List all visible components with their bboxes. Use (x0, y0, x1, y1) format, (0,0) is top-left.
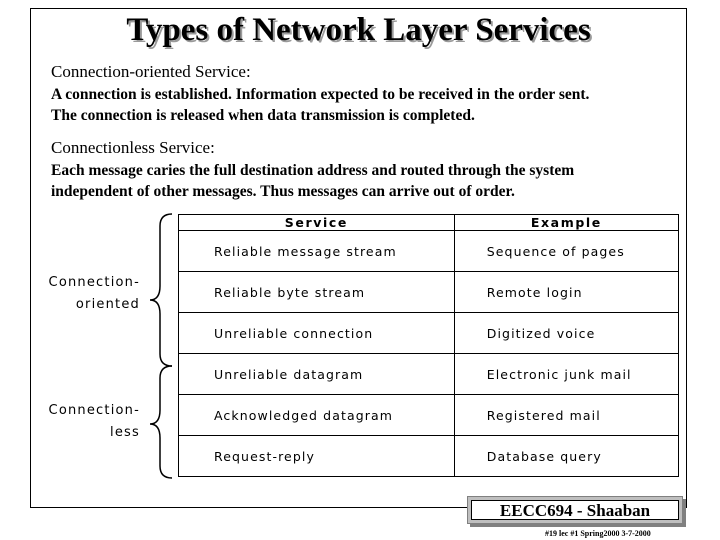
group-label-line: less (110, 425, 140, 440)
footer-note: #19 lec #1 Spring2000 3-7-2000 (545, 529, 651, 538)
section-heading-connectionless: Connectionless Service: (51, 138, 215, 157)
group-label-line: oriented (75, 297, 140, 312)
table-row (179, 354, 679, 395)
example-cell: Sequence of pages (454, 231, 678, 272)
table-row (179, 395, 679, 436)
service-cell: Request-reply (179, 436, 455, 477)
table-row (179, 272, 679, 313)
table-header-row (179, 215, 679, 231)
body-line: Each message caries the full destination address and routed through the system (51, 162, 575, 179)
service-cell: Reliable message stream (179, 231, 455, 272)
table-row (179, 313, 679, 354)
column-header-service: Service (179, 215, 455, 231)
group-label-line: Connection- (48, 403, 140, 418)
table-row (179, 231, 679, 272)
service-cell: Reliable byte stream (179, 272, 455, 313)
service-types-table (178, 214, 679, 477)
slide-title: Types of Network Layer Services (126, 12, 591, 48)
group-label-line: Connection- (48, 275, 140, 290)
body-line: independent of other messages. Thus messages can arrive out of order. (51, 183, 515, 200)
table-row (179, 436, 679, 477)
service-cell: Acknowledged datagram (179, 395, 455, 436)
example-cell: Electronic junk mail (454, 354, 678, 395)
service-cell: Unreliable connection (179, 313, 455, 354)
section-heading-connection-oriented: Connection-oriented Service: (51, 62, 251, 81)
example-cell: Registered mail (454, 395, 678, 436)
body-line: The connection is released when data transmission is completed. (51, 107, 475, 124)
example-cell: Digitized voice (454, 313, 678, 354)
brace-connection-oriented (150, 214, 172, 366)
service-cell: Unreliable datagram (179, 354, 455, 395)
footer-badge-label: EECC694 - Shaaban (471, 500, 679, 520)
footer-badge (467, 496, 683, 524)
column-header-example: Example (454, 215, 678, 231)
body-line: A connection is established. Information expected to be received in the order sent. (51, 86, 590, 103)
brace-connectionless (150, 366, 172, 478)
example-cell: Remote login (454, 272, 678, 313)
example-cell: Database query (454, 436, 678, 477)
